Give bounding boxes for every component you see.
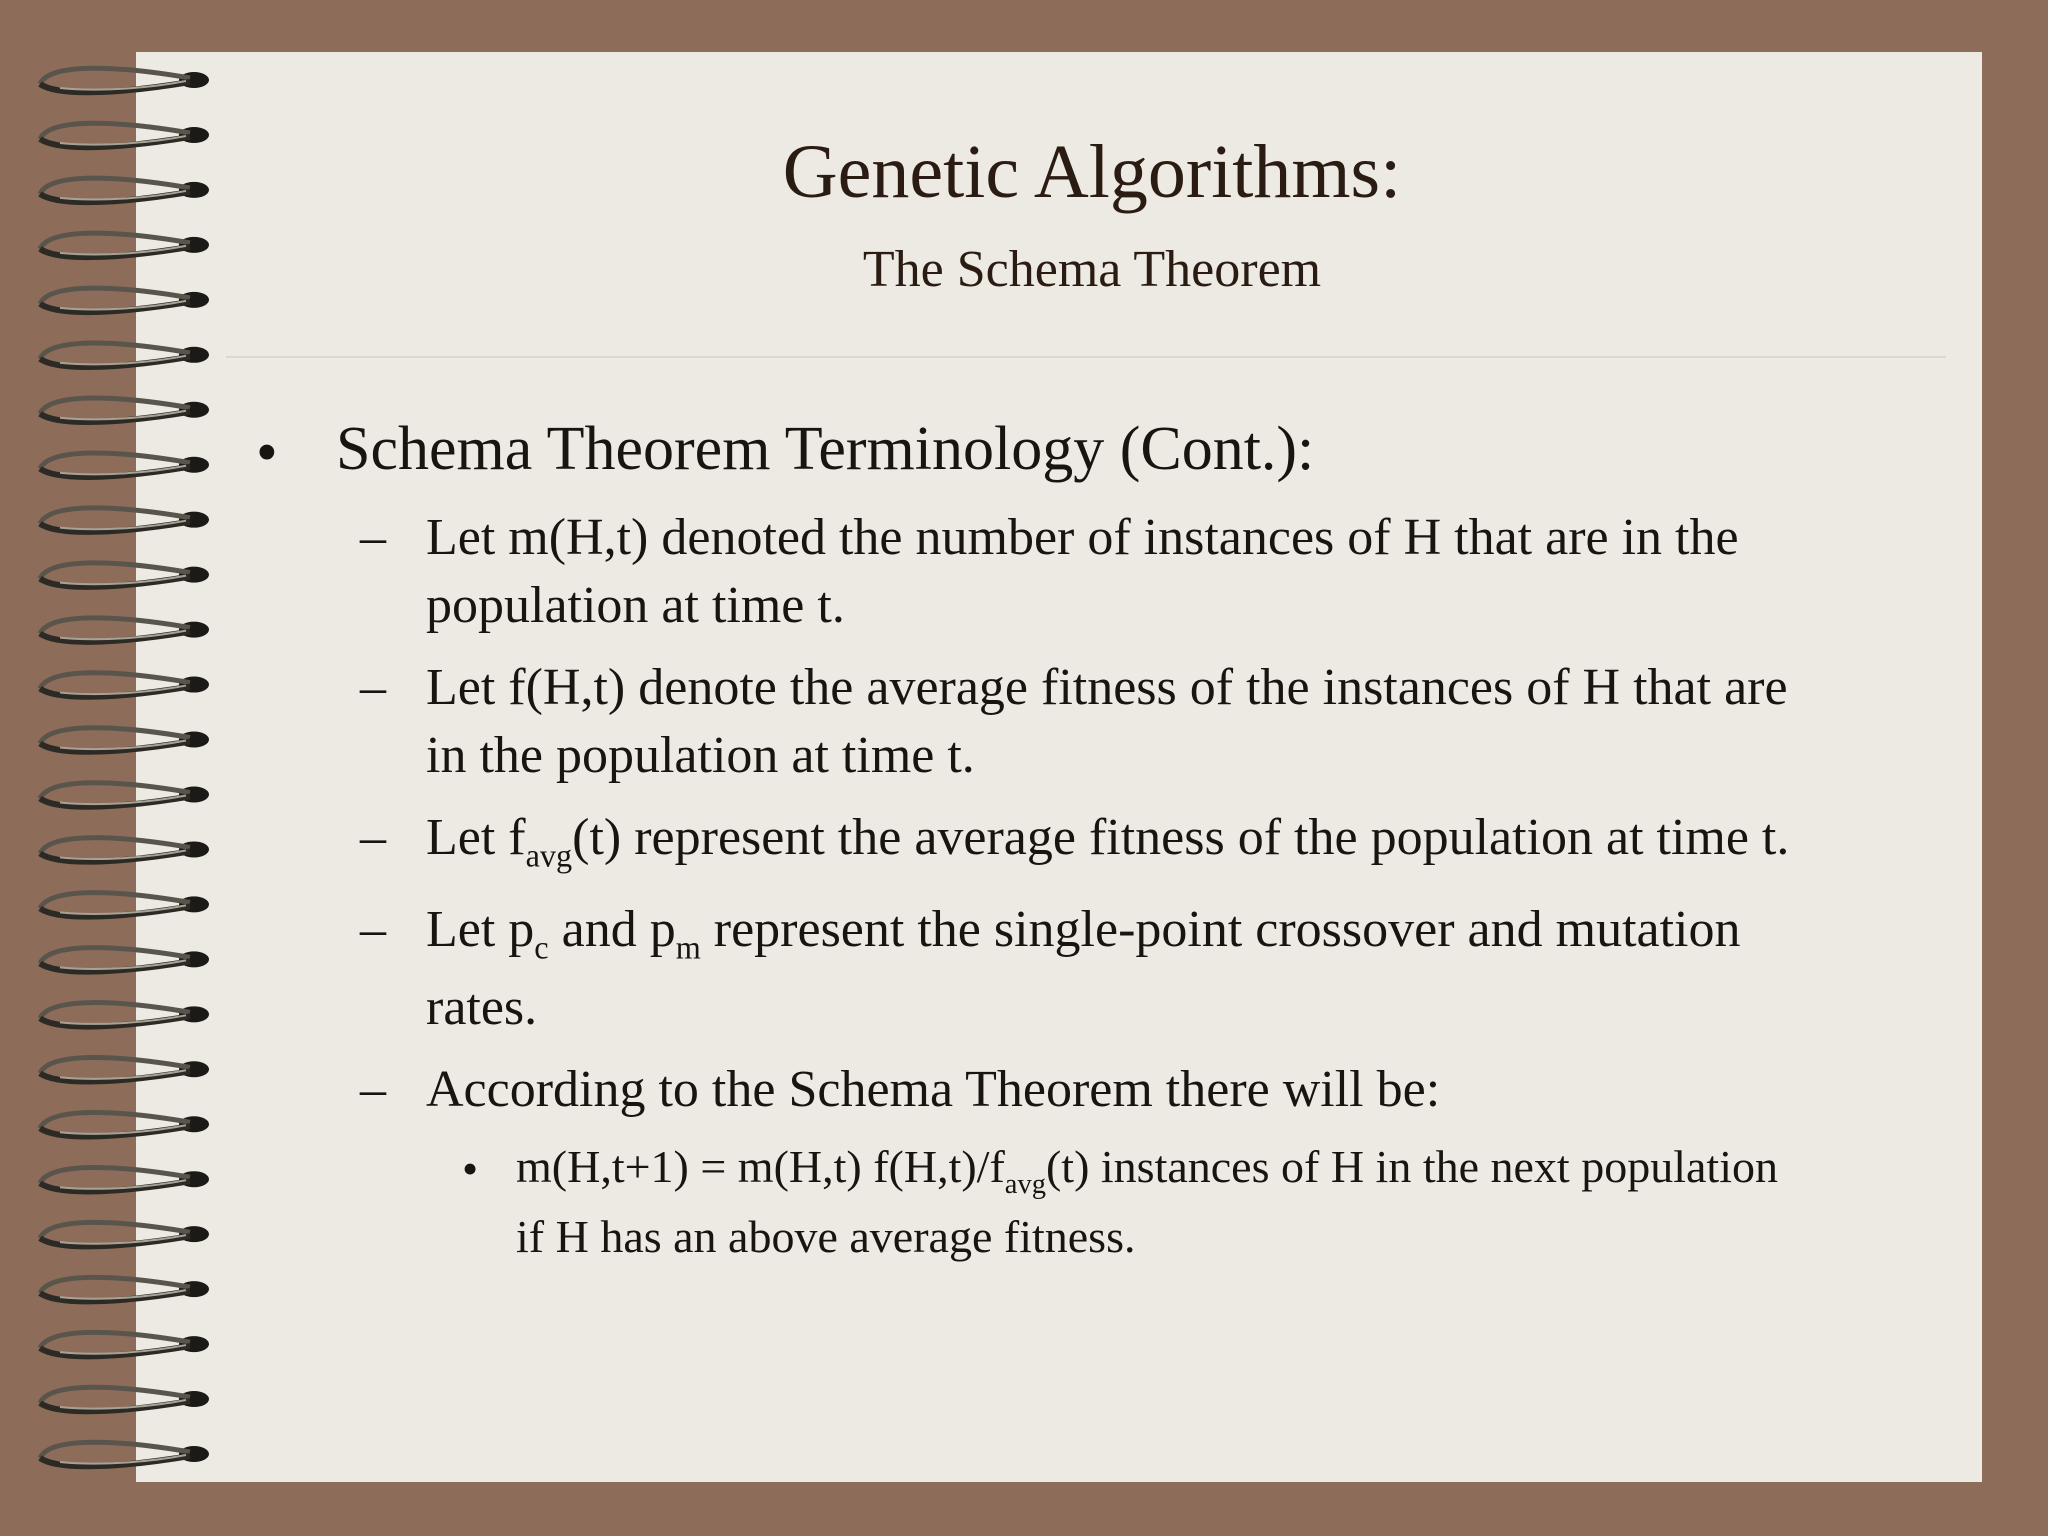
sub-bullet-1-line2: population at time t. (426, 577, 845, 634)
subsub-bullet-marker: • (462, 1143, 479, 1194)
sub-bullet-4-line2: rates. (426, 979, 538, 1036)
binding-coil (40, 1112, 209, 1136)
bullet-marker: • (256, 419, 278, 487)
binding-wire-back (40, 948, 190, 964)
binding-wire-back (40, 453, 190, 469)
binding-wire-back (40, 1222, 190, 1238)
binding-coil (40, 343, 209, 367)
binding-coil (40, 1167, 209, 1191)
binding-wire-back (40, 343, 190, 359)
binding-coil (40, 453, 209, 477)
title-divider (226, 356, 1946, 358)
binding-coil (40, 68, 209, 92)
binding-wire-back (40, 1277, 190, 1293)
dash-marker: – (360, 1061, 386, 1118)
binding-wire-back (40, 893, 190, 909)
sub-bullet-1-line1: Let m(H,t) denoted the number of instances of H that are in the (426, 509, 1739, 566)
dash-marker: – (360, 659, 386, 716)
subscript-avg: avg (1004, 1168, 1046, 1200)
binding-wire-back (40, 1442, 190, 1458)
subsub-bullet-line2: if H has an above average fitness. (516, 1211, 1136, 1262)
binding-wire-back (40, 1387, 190, 1403)
binding-wire-back (40, 673, 190, 689)
binding-wire-back (40, 508, 190, 524)
sub-bullet-4-line1: Let $p_c$ and $p_m$ represent the single-point crossover and mutation (426, 901, 1741, 966)
subscript-m: m (675, 929, 701, 966)
dash-marker: – (360, 901, 386, 958)
binding-wire-back (40, 783, 190, 799)
binding-coil (40, 673, 209, 697)
binding-coil (40, 1058, 209, 1082)
sub-bullet-3: Let $f_{avg}(t)$ represent the average fitness of the population at time t. (426, 809, 1790, 874)
binding-coil (40, 893, 209, 917)
subsub-bullet-line1: m(H,t+1) = m(H,t) $f(H,t)/f_{avg}(t)$ instances of H in the next population (516, 1141, 1778, 1200)
sub-bullet-2-line2: in the population at time t. (426, 727, 975, 784)
binding-wire-back (40, 618, 190, 634)
binding-wire-back (40, 1112, 190, 1128)
binding-coil (40, 728, 209, 752)
binding-wire-back (40, 838, 190, 854)
binding-coil (40, 948, 209, 972)
binding-wire-back (40, 1003, 190, 1019)
binding-coil (40, 1222, 209, 1246)
dash-marker: – (360, 809, 386, 866)
binding-coil (40, 838, 209, 862)
binding-wire-back (40, 398, 190, 414)
binding-coil (40, 563, 209, 587)
dash-marker: – (360, 509, 386, 566)
binding-coil (40, 1387, 209, 1411)
binding-coil (40, 1332, 209, 1356)
slide-title-line1: Genetic Algorithms: (782, 130, 1402, 214)
binding-coil (40, 618, 209, 642)
binding-wire-back (40, 1332, 190, 1348)
sub-bullet-5: According to the Schema Theorem there will be: (426, 1061, 1441, 1118)
bullet-text: Schema Theorem Terminology (Cont.): (336, 415, 1315, 483)
binding-wire-back (40, 1167, 190, 1183)
binding-coil (40, 508, 209, 532)
subscript-avg: avg (525, 837, 573, 874)
binding-coil (40, 783, 209, 807)
slide-title-line2: The Schema Theorem (862, 241, 1322, 298)
binding-wire-back (40, 563, 190, 579)
sub-bullet-2-line1: Let f(H,t) denote the average fitness of the instances of H that are (426, 659, 1788, 716)
binding-wire-back (40, 1058, 190, 1074)
binding-wire-back (40, 68, 190, 84)
binding-coil (40, 1003, 209, 1027)
binding-wire-back (40, 728, 190, 744)
binding-coil (40, 1277, 209, 1301)
binding-coil (40, 398, 209, 422)
subscript-c: c (534, 929, 549, 966)
binding-coil (40, 1442, 209, 1466)
